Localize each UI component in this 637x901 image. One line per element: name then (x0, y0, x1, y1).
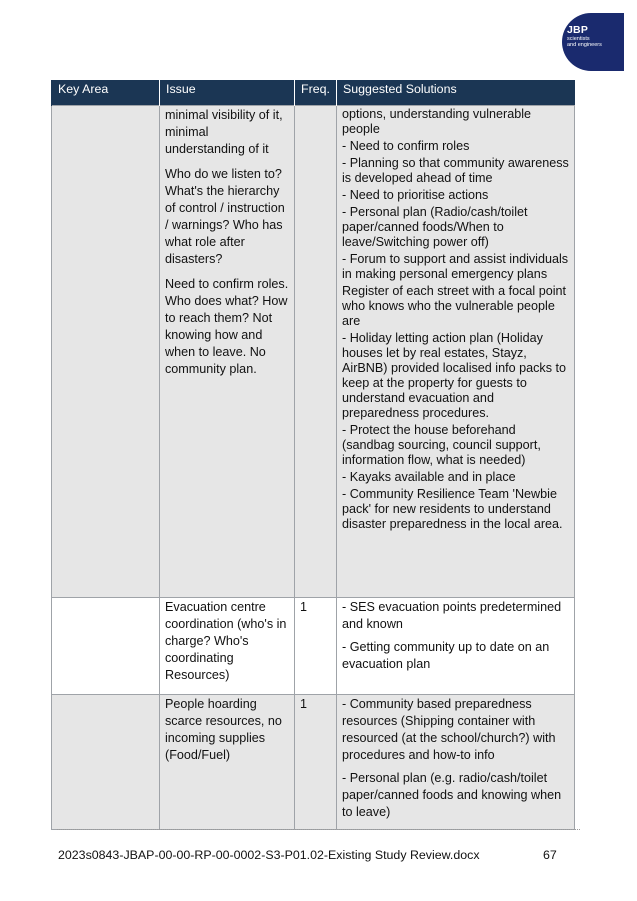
jbp-logo (562, 13, 624, 71)
key-area-cell (52, 598, 160, 695)
table-row (52, 598, 575, 695)
logo-tagline-2: and engineers (567, 42, 602, 48)
solutions-cell (337, 106, 575, 598)
key-area-cell (52, 106, 160, 598)
solutions-cell (337, 598, 575, 695)
header-key-area: Key Area (52, 80, 160, 106)
solution-item: - Need to confirm roles (342, 139, 470, 153)
footer-page-number: 67 (543, 848, 557, 862)
issue-cell (160, 598, 295, 695)
solution-item: - Forum to support and assist individuals in making personal emergency plans (342, 252, 569, 281)
issues-table (51, 80, 575, 830)
header-freq: Freq. (295, 80, 337, 106)
issue-cell (160, 106, 295, 598)
solution-item: options, understanding vulnerable people (342, 107, 532, 136)
header-issue: Issue (160, 80, 295, 106)
footer-divider (57, 829, 580, 830)
issue-text: Need to confirm roles. Who does what? How to reach them? Not knowing how and when to leave. No community plan. (165, 277, 289, 376)
freq-cell: 1 (295, 598, 337, 695)
solution-item: - Community Resilience Team 'Newbie pack' for new residents to understand disaster preparedness in the local area. (342, 487, 563, 531)
table-row (52, 106, 575, 598)
issue-cell (160, 695, 295, 830)
logo-text: JBP (567, 24, 589, 36)
solution-item: - Need to prioritise actions (342, 188, 489, 202)
header-suggested-solutions: Suggested Solutions (337, 80, 575, 106)
solution-item: - Planning so that community awareness is developed ahead of time (342, 156, 569, 185)
solution-item: - Holiday letting action plan (Holiday houses let by real estates, Stayz, AirBNB) provided localised info packs to keep at the property for guests to understand evacuation and preparedness procedures. (342, 331, 566, 420)
solution-item: - Personal plan (Radio/cash/toilet paper/canned foods/When to leave/Switching power off) (342, 205, 528, 249)
freq-cell: 1 (295, 695, 337, 830)
issue-text: Evacuation centre coordination (who's in charge? Who's coordinating Resources) (165, 600, 287, 682)
solution-item: Register of each street with a focal point who knows who the vulnerable people are (342, 284, 567, 328)
issue-text: People hoarding scarce resources, no incoming supplies (Food/Fuel) (165, 697, 282, 762)
solution-item: - Personal plan (e.g. radio/cash/toilet paper/canned foods and knowing when to leave) (342, 771, 562, 819)
issue-text: Who do we listen to? What's the hierarchy of control / instruction / warnings? Who has what role after disasters? (165, 167, 285, 266)
solution-item: - Getting community up to date on an evacuation plan (342, 640, 550, 671)
solution-item: - Community based preparedness resources (Shipping container with resourced (at the school/church?) with procedures and how-to info (342, 697, 556, 762)
solution-item: - SES evacuation points predetermined and known (342, 600, 562, 631)
issue-text: minimal visibility of it, minimal understanding of it (165, 108, 283, 156)
logo-tagline-1: scientists (567, 36, 590, 42)
freq-cell (295, 106, 337, 598)
key-area-cell (52, 695, 160, 830)
solutions-cell (337, 695, 575, 830)
solution-item: - Kayaks available and in place (342, 470, 516, 484)
table-header-row (52, 80, 575, 106)
table-row (52, 695, 575, 830)
footer-document-name: 2023s0843-JBAP-00-00-RP-00-0002-S3-P01.02-Existing Study Review.docx (58, 848, 480, 862)
solution-item: - Protect the house beforehand (sandbag sourcing, council support, information flow, what is needed) (342, 423, 541, 467)
